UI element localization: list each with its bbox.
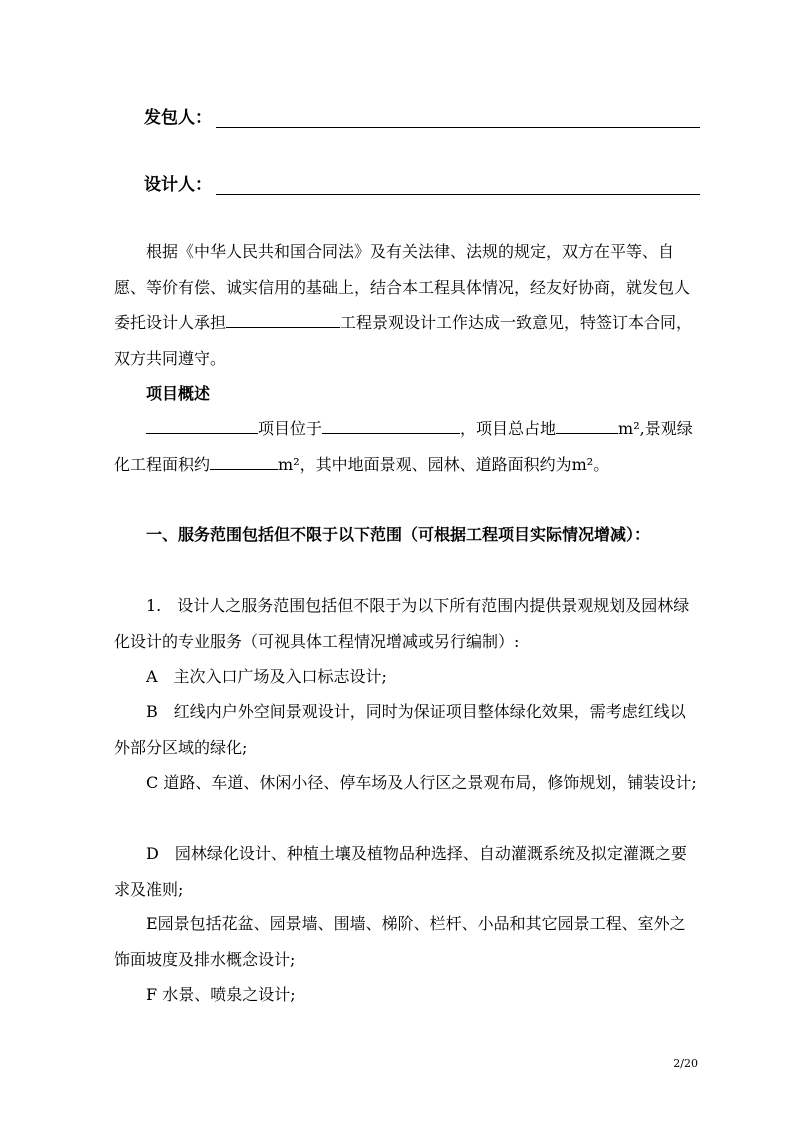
intro-text-a: 根据《中华人民共和国合同法》及有关法律、法规的规定，双方在平等、自愿、等价有偿、诚实信用的基础上，结合本工程具体情况，经友好协商，就发包人委托设计人承担 [114,242,691,332]
landscape-area-blank[interactable] [210,454,278,470]
project-name-blank[interactable] [226,312,340,328]
designer-blank-line[interactable] [216,194,700,195]
intro-text-b: 工程景观设计工作达成一致意见，特签订本合同，双方共同遵守。 [114,313,693,368]
item-e: E园景包括花盆、园景墙、围墙、梯阶、栏杆、小品和其它园景工程、室外之饰面坡度及排水概念设计; [114,914,686,969]
employer-blank-line[interactable] [216,127,700,128]
overview-heading: 项目概述 [146,384,211,403]
employer-label: 发包人： [144,108,212,128]
overview-text-4: m²，其中地面景观、园林、道路面积约为m²。 [278,454,610,474]
item-c: C 道路、车道、休闲小径、停车场及人行区之景观布局，修饰规划，铺装设计; [146,773,697,792]
item-b: B 红线内户外空间景观设计，同时为保证项目整体绿化效果，需考虑红线以外部分区域的绿化; [114,702,686,757]
item-d: D 园林绿化设计、种植土壤及植物品种选择、自动灌溉系统及拟定灌溉之要求及准则; [114,844,687,899]
overview-text-2: ，项目总占地 [460,419,557,438]
page-number: 2/20 [673,1057,698,1070]
employer-field [144,98,700,128]
project-blank[interactable] [146,418,258,434]
designer-field [144,165,700,195]
location-blank[interactable] [322,418,460,434]
overview-text-1: 项目位于 [258,419,323,438]
item-1: 1. 设计人之服务范围包括但不限于为以下所有范围内提供景观规划及园林绿化设计的专业服务（可视具体工程情况增减或另行编制）: [114,596,690,651]
overview-text-3: m²,景观绿化工程面积约 [114,419,693,474]
overview-paragraph [114,411,700,482]
section1-heading: 一、服务范围包括但不限于以下范围（可根据工程项目实际情况增减）： [146,525,651,544]
total-area-blank[interactable] [556,418,618,434]
intro-paragraph [114,234,700,376]
item-a: A 主次入口广场及入口标志设计; [146,667,387,686]
item-f: F 水景、喷泉之设计; [146,985,296,1004]
designer-label: 设计人： [144,175,212,195]
